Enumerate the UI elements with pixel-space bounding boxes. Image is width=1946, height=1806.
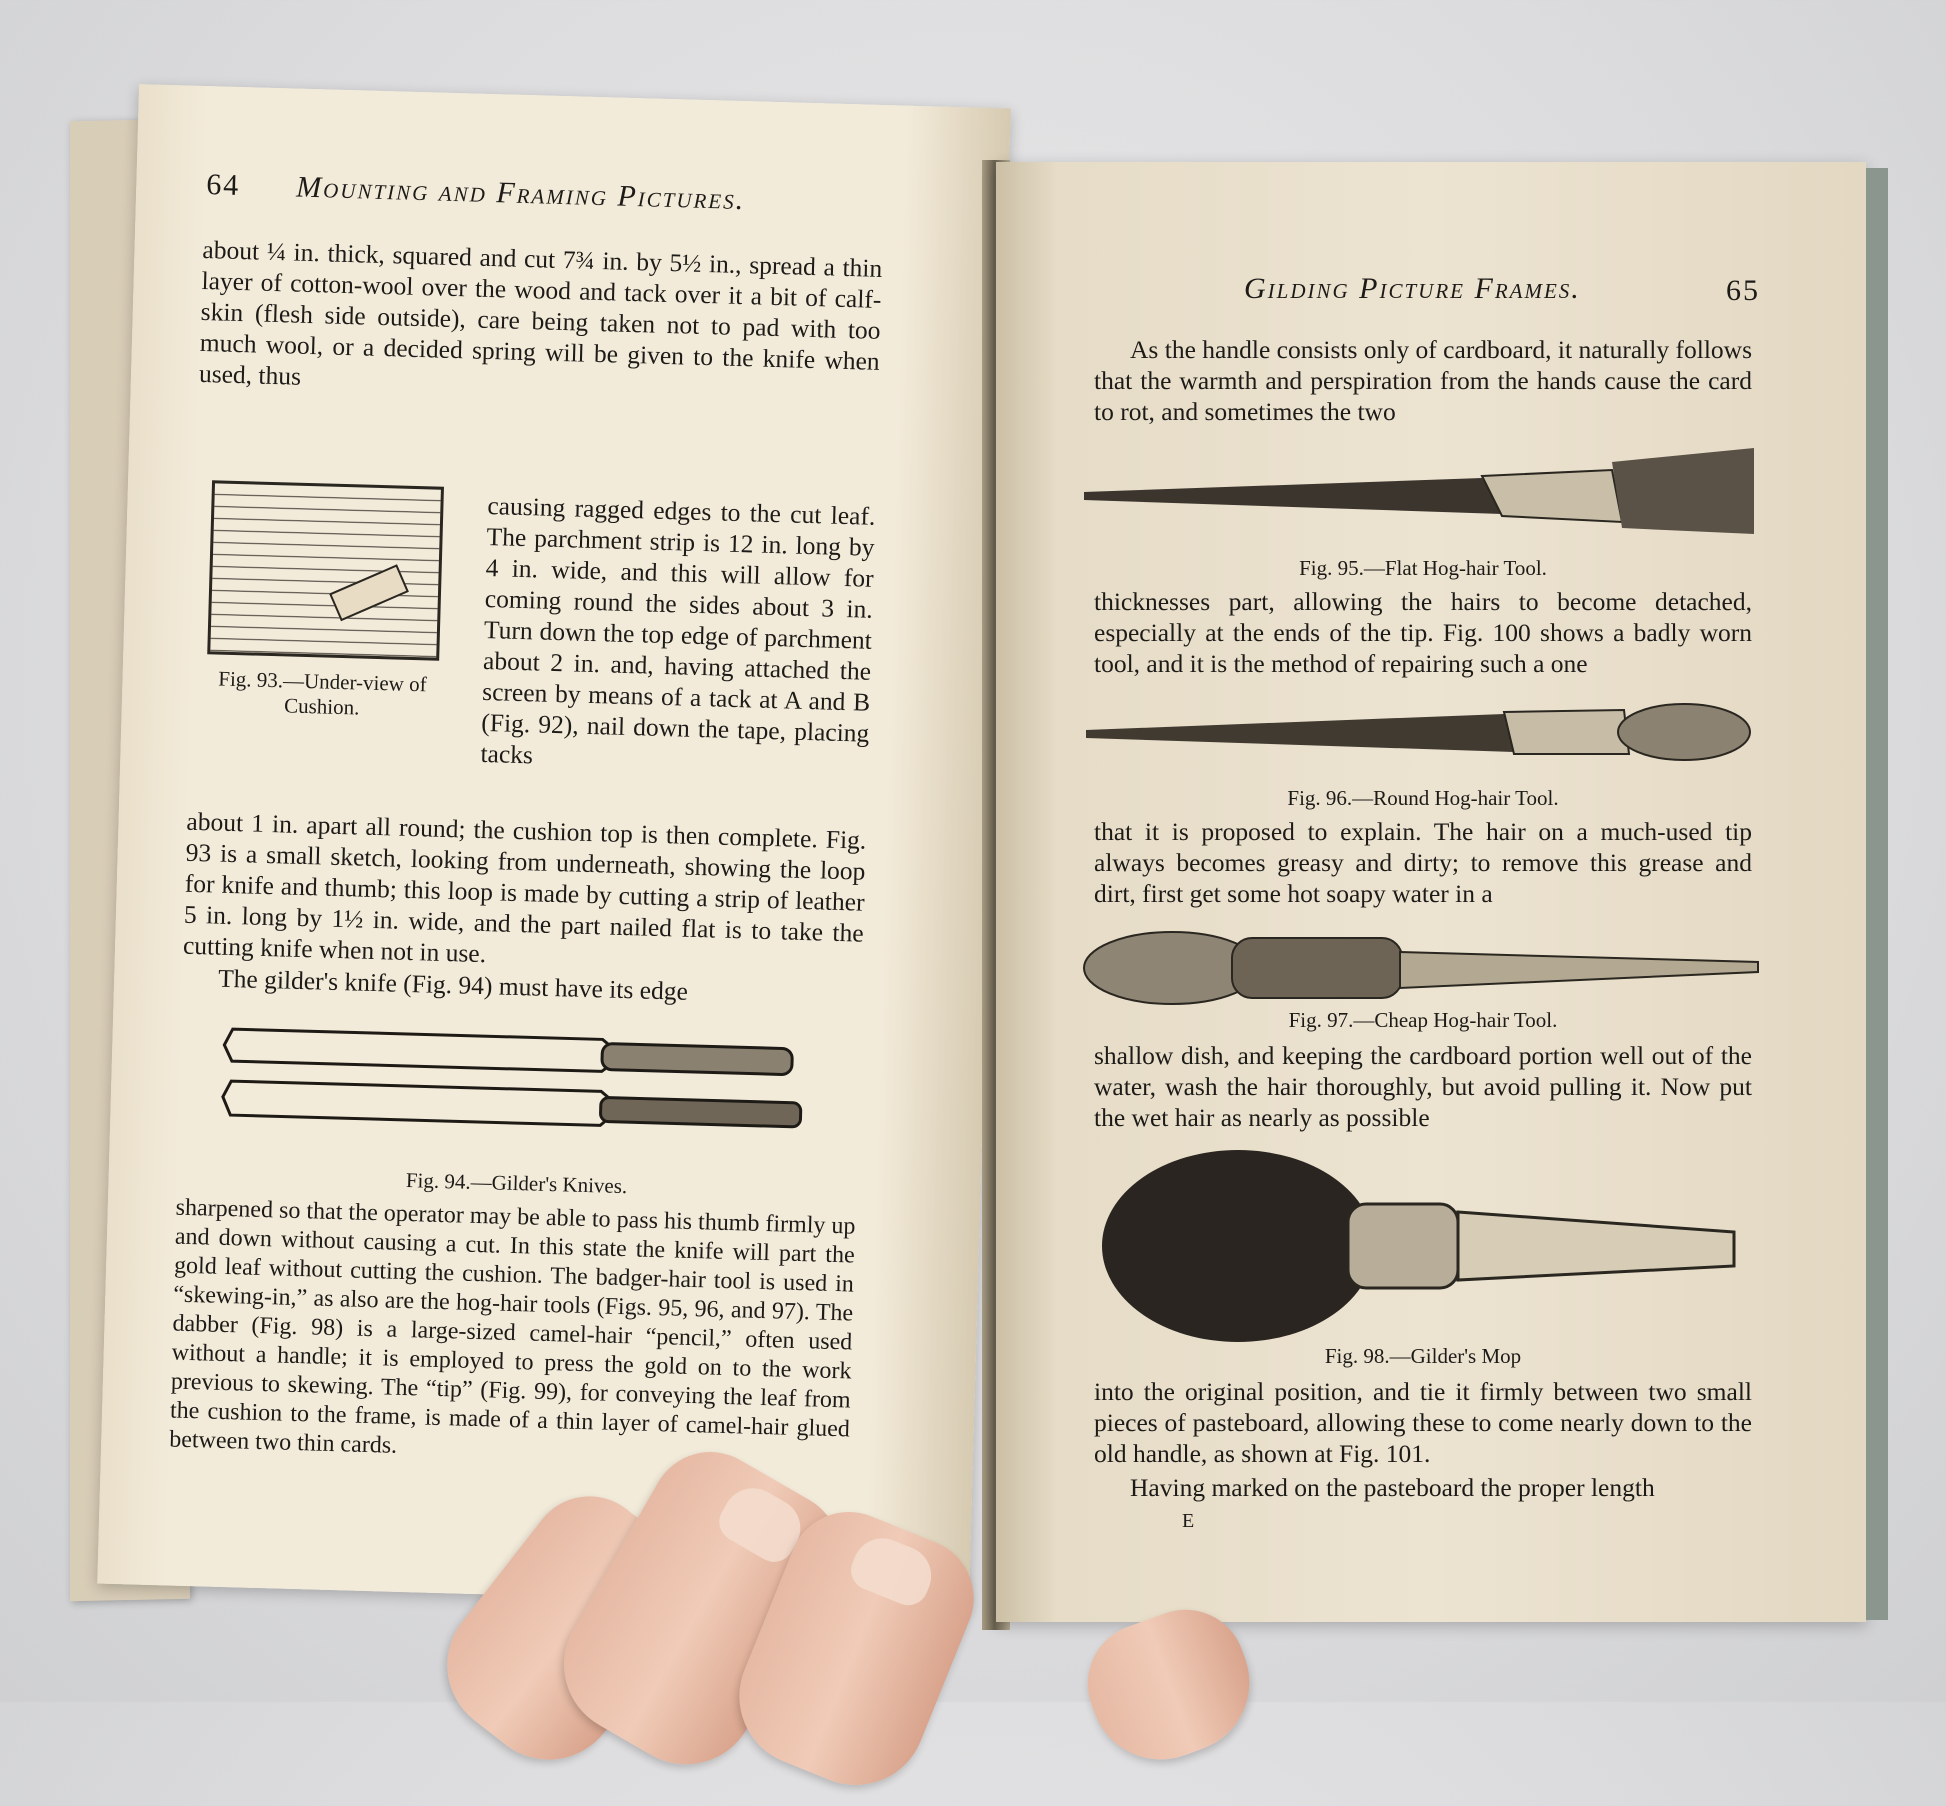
right-paragraph-6: Having marked on the pasteboard the proper length — [1130, 1473, 1655, 1502]
left-paragraph-2: about 1 in. apart all round; the cushion top is then complete. Fig. 93 is a small sketch, looking from underneath, showing the loop for knife and thumb; this loop is made by cutting a strip of leather 5 in. long by 1½ in. wide, and the part nailed flat is to take the cutting knife when not in use. — [182, 806, 867, 969]
left-running-head: Mounting and Framing Pictures. — [295, 170, 746, 217]
fig93-caption: Fig. 93.—Under-view of Cushion. — [218, 666, 427, 720]
fig98-mop-illustration — [1098, 1146, 1738, 1346]
right-paragraph-4: shallow dish, and keeping the cardboard portion well out of the water, wash the hair thoroughly, but avoid pulling it. Now put the wet hair as nearly as possible — [1094, 1041, 1752, 1132]
right-running-head: Gilding Picture Frames. — [1244, 272, 1581, 305]
left-paragraph-4: sharpened so that the operator may be able to pass his thumb firmly up and down without causing a cut. In this state the knife will part the gold leaf without cutting the cushion. The badger-hair tool is used in “skewing-in,” as also are the hog-hair tools (Figs. 95, 96, and 97). The dabber (Fig. 98) is a large-sized camel-hair “pencil,” often used without a handle; it is employed to press the gold on to the work previous to skewing. The “tip” (Fig. 99), for conveying the leaf from the cushion to the frame, is made of a thin layer of camel-hair glued between two thin cards. — [168, 1194, 856, 1459]
right-paragraph-2: thicknesses part, allowing the hairs to become detached, especially at the ends of the tip. Fig. 100 shows a badly worn tool, and it is the method of repairing such a one — [1094, 587, 1752, 678]
left-paragraph-1b: causing ragged edges to the cut leaf. The parchment strip is 12 in. long by 4 in. wide, and this will allow for coming round the sides about 3 in. Turn down the top edge of parchment about 2 in. and, having attached the screen by means of a tack at A and B (Fig. 92), nail down the tape, placing tacks — [480, 491, 876, 770]
fig94-caption: Fig. 94.—Gilder's Knives. — [405, 1168, 628, 1199]
signature-mark: E — [1182, 1510, 1195, 1532]
fig96-round-brush-illustration — [1084, 692, 1754, 772]
right-page — [996, 162, 1866, 1622]
fig96-caption: Fig. 96.—Round Hog-hair Tool. — [1287, 786, 1559, 810]
left-paragraph-3: The gilder's knife (Fig. 94) must have its edge — [217, 963, 689, 1006]
fig97-cheap-brush-illustration — [1082, 922, 1762, 1012]
right-paragraph-1: As the handle consists only of cardboard, it naturally follows that the warmth and perspiration from the hands cause the card to rot, and sometimes the two — [1094, 335, 1752, 426]
fig95-caption: Fig. 95.—Flat Hog-hair Tool. — [1299, 556, 1547, 580]
right-page-header — [996, 162, 1866, 307]
right-paragraph-3: that it is proposed to explain. The hair on a much-used tip always becomes greasy and dirty; to remove this grease and dirt, first get some hot soapy water in a — [1094, 817, 1752, 908]
left-page-header — [137, 84, 1010, 217]
book-cover-edge — [1866, 168, 1888, 1620]
left-paragraph-1: about ¼ in. thick, squared and cut 7¾ in. by 5½ in., spread a thin layer of cotton-wool over the wood and tack over it a bit of calf-skin (flesh side outside), care being taken not to pad with too much wool, or a decided spring will be given to the knife when used, thus — [198, 234, 883, 391]
fig97-caption: Fig. 97.—Cheap Hog-hair Tool. — [1288, 1008, 1558, 1032]
fig93-cushion-illustration — [207, 480, 444, 660]
fingernail — [845, 1529, 940, 1611]
right-page-number: 65 — [1726, 274, 1760, 307]
left-page-number: 64 — [205, 168, 241, 202]
fig98-caption: Fig. 98.—Gilder's Mop — [1324, 1344, 1522, 1368]
fig94-knives-illustration — [220, 999, 844, 1156]
left-page — [97, 84, 1011, 1608]
fig95-flat-brush-illustration — [1082, 442, 1762, 542]
right-paragraph-5: into the original position, and tie it firmly between two small pieces of pasteboard, allowing these to come nearly down to the old handle, as shown at Fig. 101. — [1094, 1377, 1752, 1468]
